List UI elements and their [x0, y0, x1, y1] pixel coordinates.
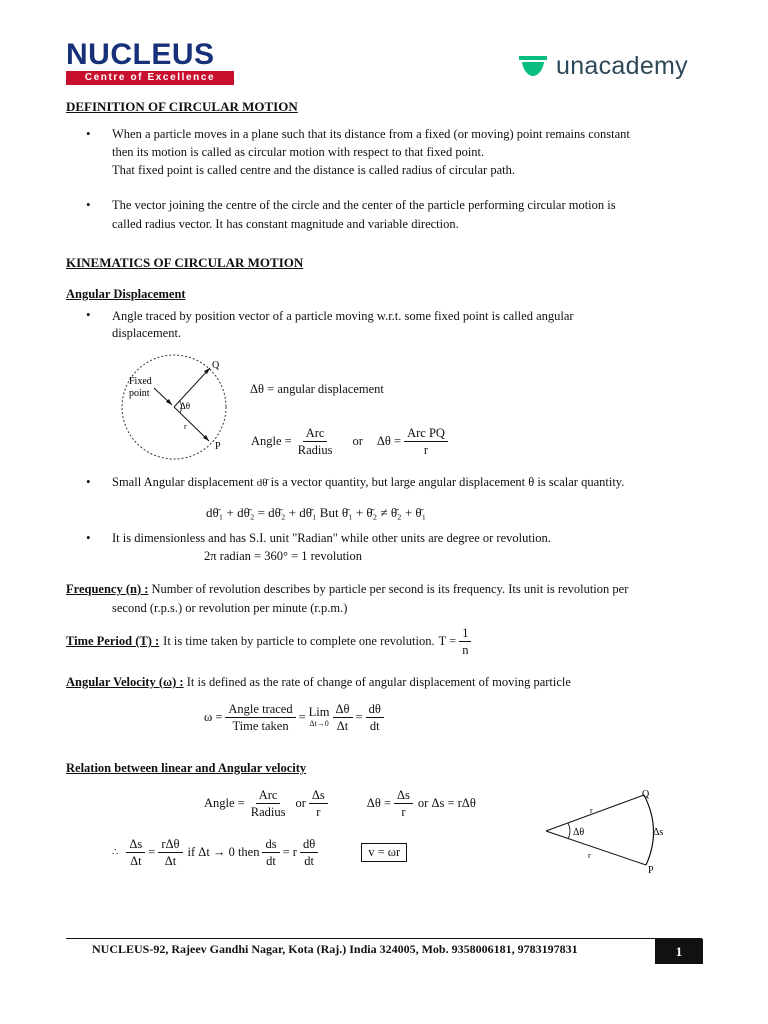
fraction-denominator: Δt: [336, 719, 349, 733]
formula-text: ω =: [204, 710, 223, 724]
formula-text: T =: [438, 634, 457, 648]
formula-text: Δθ =: [376, 434, 402, 448]
bullet-dot: •: [86, 307, 91, 322]
angle-label: Δθ: [573, 827, 585, 838]
fraction-numerator: 1: [459, 625, 471, 642]
fraction-denominator: Time taken: [232, 719, 289, 733]
fraction-numerator: Δs: [126, 836, 145, 853]
angular-velocity-formula: [204, 701, 387, 734]
formula-text: = r: [282, 845, 297, 859]
fraction: [248, 787, 289, 820]
footer-divider: [66, 938, 702, 939]
angle-formula: [251, 425, 451, 458]
limit-subscript: Δt→0: [309, 718, 329, 728]
radius-line-q: [546, 795, 644, 831]
dimensionless-text: It is dimensionless and has S.I. unit "Radian" while other units are degree or revolution.: [112, 531, 551, 545]
bullet-dot: •: [86, 474, 91, 489]
angular-displacement-text: [112, 307, 704, 343]
q-label: Q: [642, 789, 650, 800]
formula-text: =: [355, 710, 363, 724]
fraction-denominator: dt: [266, 854, 276, 868]
fraction-denominator: dt: [304, 854, 314, 868]
angle-label: Δθ: [180, 401, 191, 411]
nucleus-logo-subtitle: Centre of Excellence: [66, 71, 234, 85]
fraction-denominator: n: [462, 643, 469, 657]
fraction-numerator: Angle traced: [225, 701, 295, 718]
vector-symbol: dθ̄: [256, 477, 268, 489]
fraction: [262, 836, 279, 869]
r-label: r: [184, 422, 187, 431]
limit-text: Lim: [308, 704, 330, 719]
r-top-label: r: [590, 806, 593, 815]
fraction-numerator: dθ: [300, 836, 318, 853]
fraction: [404, 425, 448, 458]
formula-text: =: [298, 710, 306, 724]
fraction-numerator: ds: [262, 836, 279, 853]
angular-displacement-diagram: [112, 352, 242, 462]
text-span: is a vector quantity, but large angular displacement θ is scalar quantity.: [270, 475, 625, 489]
relation-formula-1: [204, 787, 476, 820]
radian-equation: 2π radian = 360° = 1 revolution: [204, 549, 363, 563]
text-span: It is time taken by particle to complete one revolution.: [163, 634, 435, 648]
angular-velocity-paragraph: [66, 675, 571, 690]
fraction-denominator: r: [316, 805, 321, 819]
arc-label: Δs: [653, 827, 664, 838]
text-line: displacement.: [112, 326, 182, 340]
page-number: 1: [655, 939, 703, 964]
subheading-angular-displacement: Angular Displacement: [66, 287, 186, 301]
fraction-numerator: Arc: [303, 425, 328, 442]
formula-text: or: [295, 796, 306, 810]
limit-operator: [309, 706, 330, 730]
fraction-denominator: r: [423, 443, 429, 457]
text-line: called radius vector. It has constant magnitude and variable direction.: [112, 217, 459, 231]
fraction: [126, 836, 145, 869]
formula-text: or: [352, 434, 363, 448]
fraction: [394, 787, 413, 820]
unacademy-logo-text: unacademy: [556, 51, 688, 80]
heading-relation: Relation between linear and Angular velocity: [66, 761, 307, 775]
radius-vector-p: [174, 407, 209, 441]
fraction-denominator: Radius: [297, 443, 333, 457]
text-span: Number of revolution describes by particle per second is its frequency. Its unit is revolution per: [151, 582, 629, 596]
fraction: [158, 836, 182, 869]
text-line: When a particle moves in a plane such that its distance from a fixed (or moving) point remains constant: [112, 127, 630, 141]
text-span: Small Angular displacement: [112, 475, 254, 489]
text-line: The vector joining the centre of the circle and the center of the particle performing circular motion is: [112, 198, 616, 212]
formula-text: Angle =: [251, 434, 292, 448]
heading-definition: DEFINITION OF CIRCULAR MOTION: [66, 99, 298, 114]
small-angular-text: [112, 473, 712, 493]
equation-part: dθ̄₁ + dθ̄₂ = dθ̄₂ + dθ̄₁: [206, 505, 317, 520]
relation-formula-2: ∴ $\frac{\Delta s}{\Delta t}$ = $\frac{\text{rΔθ}}{\Delta t}$ if Δt → 0 then $\frac{ds}{dt}$ = r $\frac{d\theta}{dt}$ v = ωr: [112, 836, 407, 869]
formula-text: if Δt → 0 then: [187, 845, 260, 859]
fixed-label-2: point: [129, 388, 150, 399]
fraction: [295, 425, 336, 458]
definition-paragraph-1: [112, 125, 704, 180]
angle-arc: [568, 823, 570, 839]
fraction: [459, 625, 471, 658]
angular-displacement-def: Δθ = angular displacement: [250, 382, 384, 396]
nucleus-logo: [66, 40, 236, 85]
unacademy-logo: [518, 50, 688, 82]
fraction-numerator: rΔθ: [158, 836, 182, 853]
formula-text: Δθ =: [366, 796, 391, 810]
p-label: P: [648, 865, 654, 876]
angular-velocity-label: Angular Velocity (ω) :: [66, 675, 184, 689]
text-line: second (r.p.s.) or revolution per minute (r.p.m.): [112, 601, 348, 615]
fraction-numerator: Δs: [394, 787, 413, 804]
fraction-numerator: dθ: [366, 701, 384, 718]
p-label: P: [215, 441, 221, 452]
text-line: Angle traced by position vector of a particle moving w.r.t. some fixed point is called angular: [112, 309, 574, 323]
fraction-numerator: Arc PQ: [404, 425, 448, 442]
fraction: [366, 701, 384, 734]
boxed-result: v = ωr: [361, 843, 407, 862]
fraction-denominator: r: [401, 805, 406, 819]
bullet-dot: •: [86, 126, 91, 141]
linear-angular-diagram: [540, 783, 680, 878]
frequency-paragraph: [66, 580, 706, 618]
fixed-label-1: Fixed: [129, 376, 152, 387]
time-period-label: Time Period (T) :: [66, 634, 160, 648]
formula-text: or Δs = rΔθ: [417, 796, 476, 810]
bullet-dot: •: [86, 197, 91, 212]
fraction-denominator: Radius: [250, 805, 286, 819]
fraction-denominator: Δt: [164, 854, 177, 868]
radius-line-p: [546, 831, 646, 865]
time-period-paragraph: [66, 625, 474, 658]
r-bottom-label: r: [588, 851, 591, 860]
fraction-numerator: Δθ: [333, 701, 353, 718]
text-line: then its motion is called as circular motion with respect to that fixed point.: [112, 145, 485, 159]
definition-paragraph-2: [112, 196, 704, 234]
fraction-numerator: Arc: [256, 787, 281, 804]
fraction: [300, 836, 318, 869]
equation-part: But: [319, 505, 339, 520]
footer-address: NUCLEUS-92, Rajeev Gandhi Nagar, Kota (Raj.) India 324005, Mob. 9358006181, 9783197831: [92, 942, 578, 956]
therefore-symbol: ∴: [112, 847, 119, 858]
fraction-denominator: Δt: [130, 854, 142, 868]
vector-addition-eq: [206, 505, 426, 521]
fraction: [225, 701, 295, 734]
text-span: It is defined as the rate of change of angular displacement of moving particle: [186, 675, 571, 689]
heading-kinematics: KINEMATICS OF CIRCULAR MOTION: [66, 255, 304, 270]
formula-text: Angle =: [204, 796, 245, 810]
fraction-numerator: Δs: [309, 787, 328, 804]
unacademy-cup-icon: [518, 54, 548, 78]
equation-part: θ̄₁ + θ̄₂ ≠ θ̄₂ + θ̄₁: [341, 505, 427, 520]
text-line: That fixed point is called centre and the distance is called radius of circular path.: [112, 163, 515, 177]
fraction-denominator: dt: [369, 719, 380, 733]
frequency-label: Frequency (n) :: [66, 582, 149, 596]
bullet-dot: •: [86, 530, 91, 545]
q-label: Q: [212, 360, 220, 371]
nucleus-logo-title: NUCLEUS: [66, 38, 215, 71]
fraction: [309, 787, 328, 820]
fraction: [333, 701, 353, 734]
